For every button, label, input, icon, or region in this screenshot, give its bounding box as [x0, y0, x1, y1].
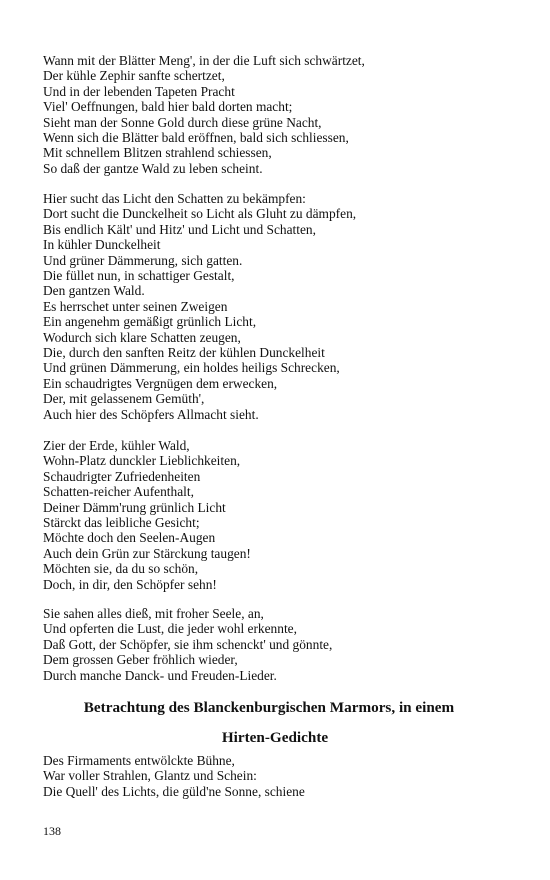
poem-stanza	[43, 438, 523, 592]
verse-line: Den gantzen Wald.	[43, 283, 145, 299]
section-heading: Betrachtung des Blanckenburgischen Marmors, in einem	[83, 699, 455, 716]
verse-line: War voller Strahlen, Glantz und Schein:	[43, 768, 257, 784]
verse-line: Der kühle Zephir sanfte schertzet,	[43, 68, 225, 84]
page-number: 138	[43, 824, 61, 838]
verse-line: In kühler Dunckelheit	[43, 237, 161, 253]
verse-line: Die füllet nun, in schattiger Gestalt,	[43, 268, 235, 284]
verse-line: Und grüner Dämmerung, sich gatten.	[43, 252, 243, 268]
verse-line: Daß Gott, der Schöpfer, sie ihm schenckt' und gönnte,	[43, 636, 333, 652]
verse-line: Viel' Oeffnungen, bald hier bald dorten macht;	[43, 99, 293, 115]
verse-line: Mit schnellem Blitzen strahlend schiessen,	[43, 145, 272, 161]
verse-line: Die Quell' des Lichts, die güld'ne Sonne, schiene	[43, 783, 305, 799]
verse-line: Zier der Erde, kühler Wald,	[43, 438, 190, 453]
verse-line: Möchten sie, da du so schön,	[43, 561, 199, 577]
verse-line: Durch manche Danck- und Freuden-Lieder.	[43, 667, 277, 683]
verse-line: Ein schaudrigtes Vergnügen dem erwecken,	[43, 375, 278, 391]
verse-line: Sie sahen alles dieß, mit froher Seele, an,	[43, 606, 264, 621]
verse-line: Es herrschet unter seinen Zweigen	[43, 298, 228, 314]
verse-line: Und in der lebenden Tapeten Pracht	[43, 83, 235, 99]
verse-line: Der, mit gelassenem Gemüth',	[43, 391, 205, 407]
verse-line: Doch, in dir, den Schöpfer sehn!	[43, 576, 217, 592]
verse-line: Wohn-Platz dunckler Lieblichkeiten,	[43, 453, 241, 469]
verse-line: Und opferten die Lust, die jeder wohl erkennte,	[43, 621, 297, 637]
verse-line: Schatten-reicher Aufenthalt,	[43, 484, 194, 500]
verse-line: Wenn sich die Blätter bald eröffnen, bald sich schliessen,	[43, 130, 349, 146]
verse-line: Bis endlich Kält' und Hitz' und Licht und Schatten,	[43, 221, 316, 237]
verse-line: Deiner Dämm'rung grünlich Licht	[43, 499, 226, 515]
poem-stanza	[43, 191, 523, 422]
poem-stanza	[43, 753, 523, 799]
verse-line: Möchte doch den Seelen-Augen	[43, 530, 216, 546]
verse-line: Dort sucht die Dunckelheit so Licht als Gluht zu dämpfen,	[43, 206, 357, 222]
verse-line: Dem grossen Geber fröhlich wieder,	[43, 652, 238, 668]
verse-line: Auch hier des Schöpfers Allmacht sieht.	[43, 406, 259, 422]
verse-line: Sieht man der Sonne Gold durch diese grüne Nacht,	[43, 114, 322, 130]
verse-line: Wodurch sich klare Schatten zeugen,	[43, 329, 241, 345]
verse-line: Des Firmaments entwölckte Bühne,	[43, 753, 235, 768]
verse-line: Ein angenehm gemäßigt grünlich Licht,	[43, 314, 257, 330]
poem-stanza	[43, 53, 523, 176]
poem-stanza	[43, 606, 523, 683]
verse-line: Schaudrigter Zufriedenheiten	[43, 468, 201, 484]
verse-line: Hier sucht das Licht den Schatten zu bekämpfen:	[43, 191, 306, 206]
verse-line: Stärckt das leibliche Gesicht;	[43, 515, 200, 531]
verse-line: So daß der gantze Wald zu leben scheint.	[43, 160, 263, 176]
verse-line: Auch dein Grün zur Stärckung taugen!	[43, 545, 251, 561]
verse-line: Und grünen Dämmerung, ein holdes heiligs Schrecken,	[43, 360, 340, 376]
verse-line: Wann mit der Blätter Meng', in der die Luft sich schwärtzet,	[43, 53, 365, 68]
section-subheading: Hirten-Gedichte	[221, 729, 329, 746]
verse-line: Die, durch den sanften Reitz der kühlen Dunckelheit	[43, 345, 325, 361]
